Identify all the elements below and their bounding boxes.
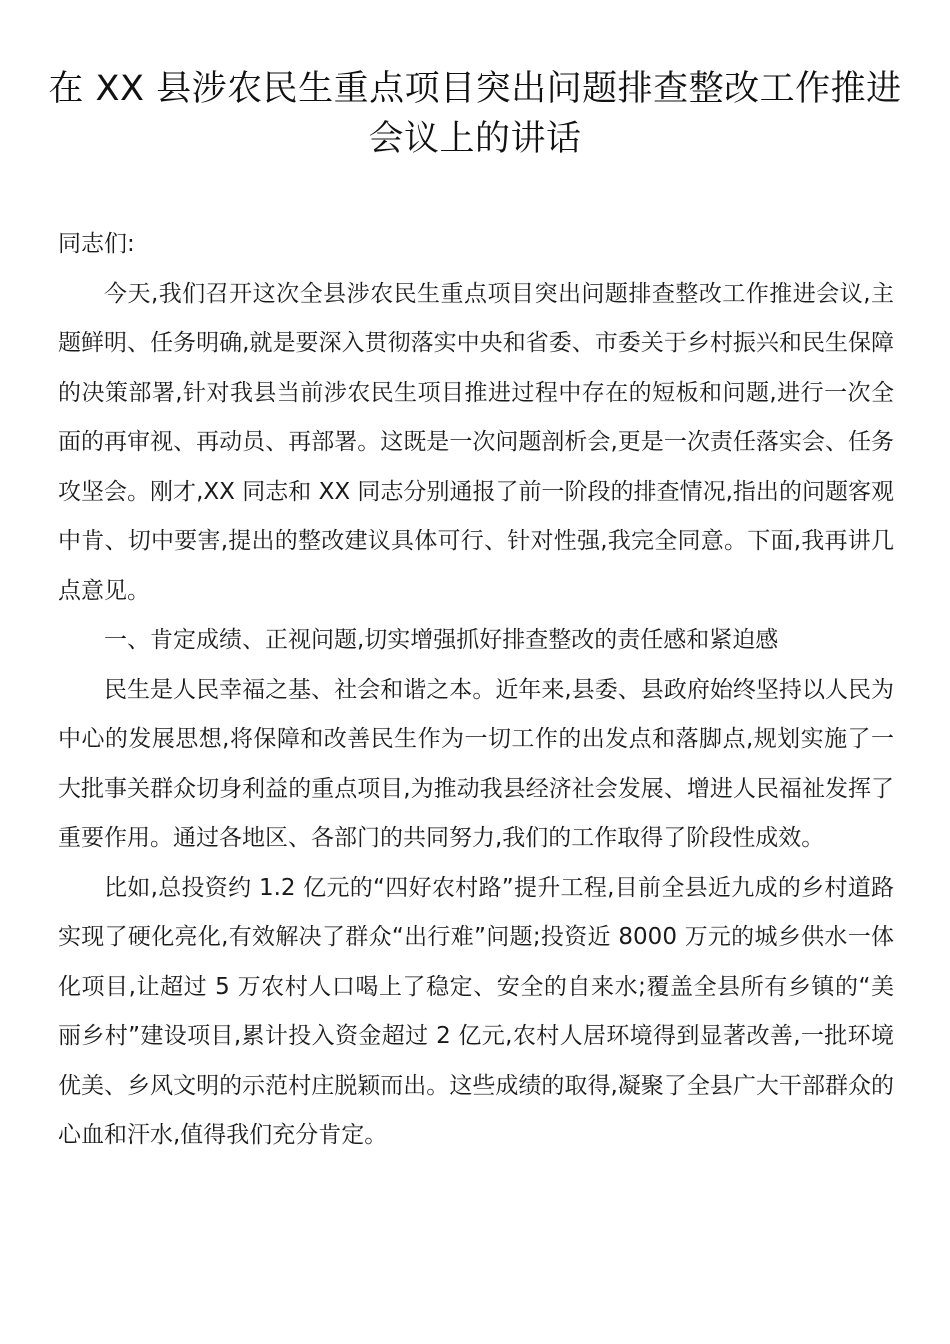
paragraph-opening: 今天,我们召开这次全县涉农民生重点项目突出问题排查整改工作推进会议,主题鲜明、任务明确,就是要深入贯彻落实中央和省委、市委关于乡村振兴和民生保障的决策部署,针对我县当前涉农民生项目推进过程中存在的短板和问题,进行一次全面的再审视、再动员、再部署。这既是一次问题剖析会,更是一次责任落实会、任务攻坚会。刚才,XX 同志和 XX 同志分别通报了前一阶段的排查情况,指出的问题客观中肯、切中要害,提出的整改建议具体可行、针对性强,我完全同意。下面,我再讲几点意见。 bbox=[58, 280, 894, 604]
paragraph-achievements: 民生是人民幸福之基、社会和谐之本。近年来,县委、县政府始终坚持以人民为中心的发展思想,将保障和改善民生作为一切工作的出发点和落脚点,规划实施了一大批事关群众切身利益的重点项目,为推动我县经济社会发展、增进人民福祉发挥了重要作用。通过各地区、各部门的共同努力,我们的工作取得了阶段性成效。 bbox=[58, 676, 894, 851]
paragraph-examples: 比如,总投资约 1.2 亿元的“四好农村路”提升工程,目前全县近九成的乡村道路实现了硬化亮化,有效解决了群众“出行难”问题;投资近 8000 万元的城乡供水一体化项目,让超过 5 万农村人口喝上了稳定、安全的自来水;覆盖全县所有乡镇的“美丽乡村”建设项目,累计投入资金超过 2 亿元,农村人居环境得到显著改善,一批环境优美、乡风文明的示范村庄脱颖而出。这些成绩的取得,凝聚了全县广大干部群众的心血和汗水,值得我们充分肯定。 bbox=[58, 874, 894, 1148]
document-title-line-1: 在 XX 县涉农民生重点项目突出问题排查整改工作推进 bbox=[48, 69, 902, 109]
section-heading-1: 一、肯定成绩、正视问题,切实增强抓好排查整改的责任感和紧迫感 bbox=[104, 627, 779, 653]
document-title-line-2: 会议上的讲话 bbox=[368, 119, 582, 159]
salutation: 同志们: bbox=[58, 231, 135, 257]
document-body bbox=[58, 220, 894, 1161]
